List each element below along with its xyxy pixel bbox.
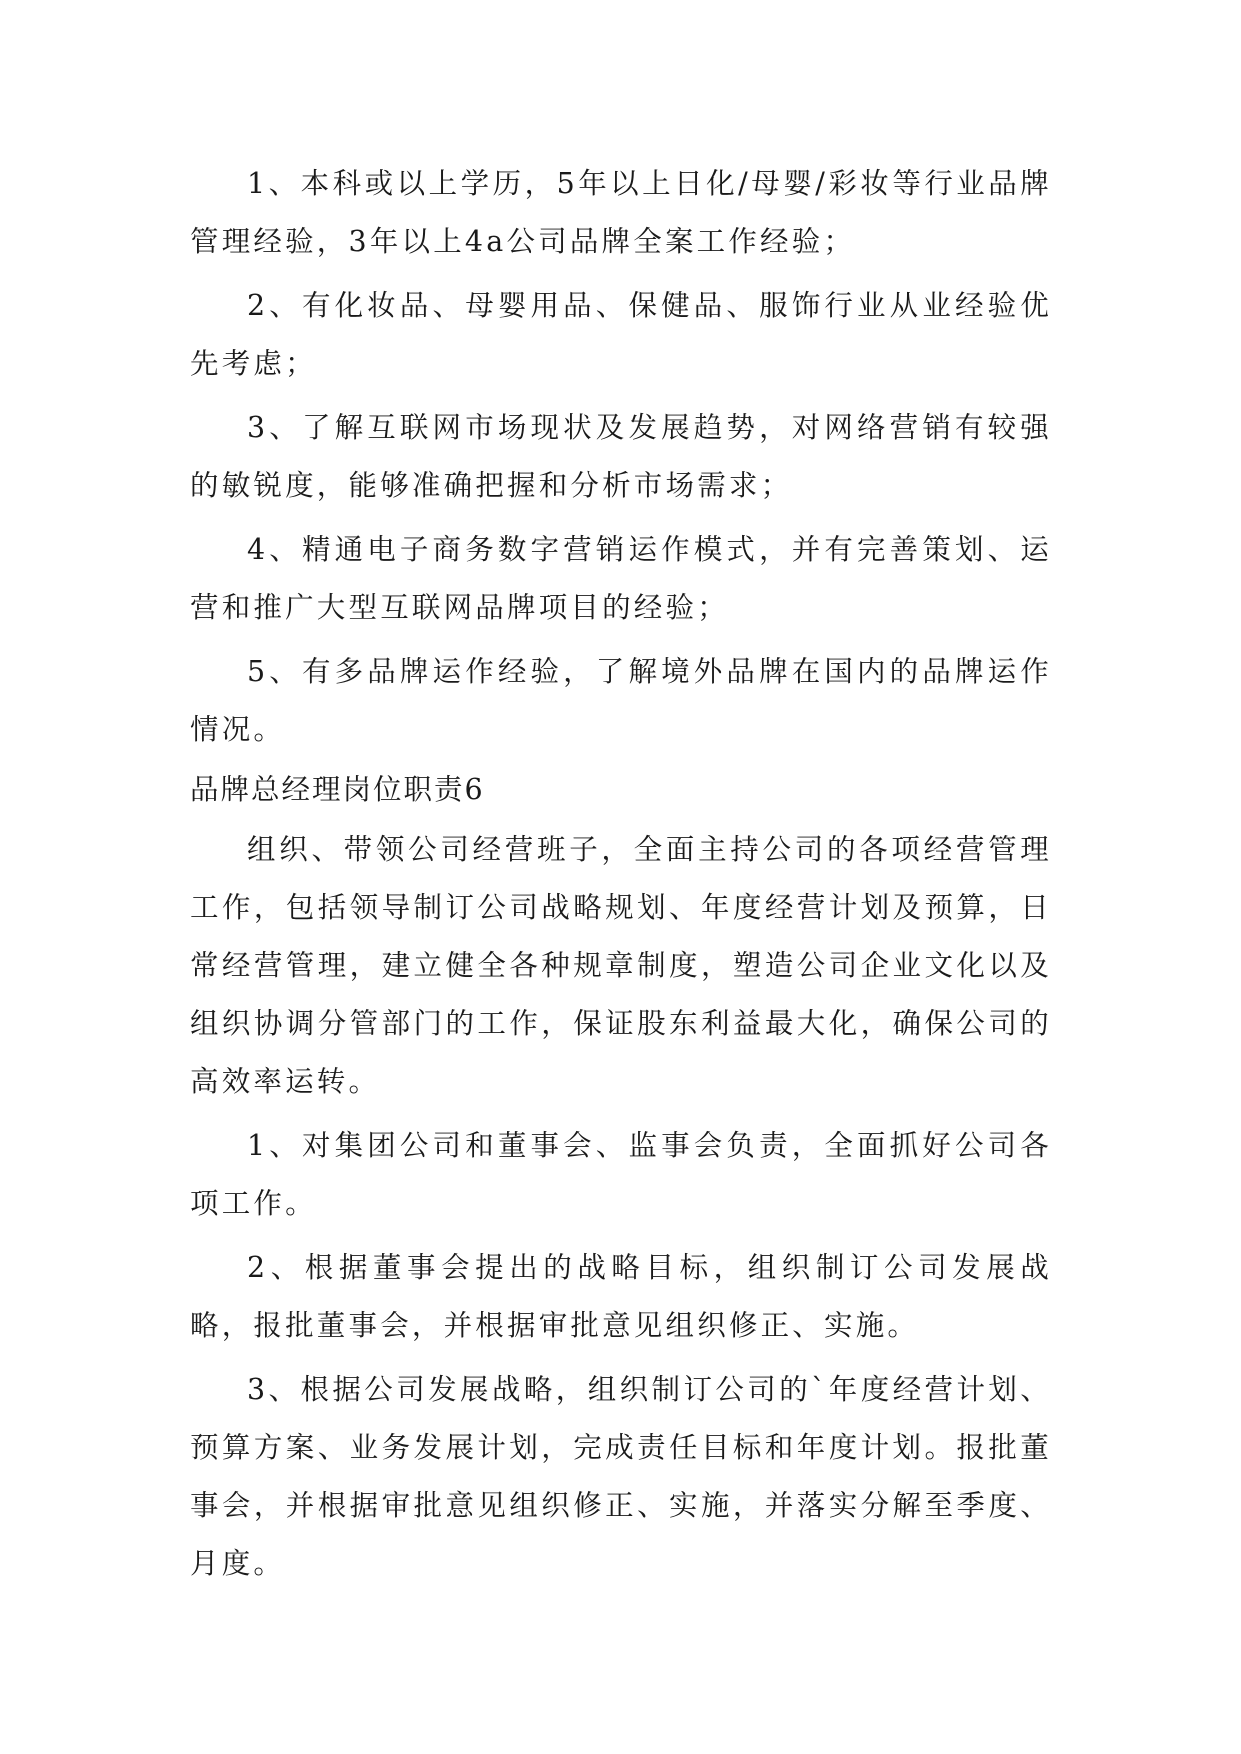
requirement-paragraph-4: 4、精通电子商务数字营销运作模式，并有完善策划、运营和推广大型互联网品牌项目的经验； (190, 533, 1052, 624)
duty-paragraph-3: 3、根据公司发展战略，组织制订公司的`年度经营计划、预算方案、业务发展计划，完成责任目标和年度计划。报批董事会，并根据审批意见组织修正、实施，并落实分解至季度、月度。 (190, 1373, 1052, 1580)
duty-paragraph-2: 2、根据董事会提出的战略目标，组织制订公司发展战略，报批董事会，并根据审批意见组织修正、实施。 (190, 1251, 1052, 1342)
duty-paragraph-1: 1、对集团公司和董事会、监事会负责，全面抓好公司各项工作。 (190, 1129, 1052, 1220)
requirement-paragraph-1: 1、本科或以上学历，5年以上日化/母婴/彩妆等行业品牌管理经验，3年以上4a公司品牌全案工作经验； (190, 167, 1052, 258)
requirement-paragraph-2: 2、有化妆品、母婴用品、保健品、服饰行业从业经验优先考虑； (190, 289, 1052, 380)
requirement-paragraph-5: 5、有多品牌运作经验，了解境外品牌在国内的品牌运作情况。 (190, 655, 1052, 746)
duty-intro-paragraph: 组织、带领公司经营班子，全面主持公司的各项经营管理工作，包括领导制订公司战略规划、年度经营计划及预算，日常经营管理，建立健全各种规章制度，塑造公司企业文化以及组织协调分管部门的工作，保证股东利益最大化，确保公司的高效率运转。 (190, 833, 1052, 1098)
section-heading: 品牌总经理岗位职责6 (190, 773, 485, 806)
requirement-paragraph-3: 3、了解互联网市场现状及发展趋势，对网络营销有较强的敏锐度，能够准确把握和分析市场需求； (190, 411, 1052, 502)
document-page (190, 155, 1052, 1599)
